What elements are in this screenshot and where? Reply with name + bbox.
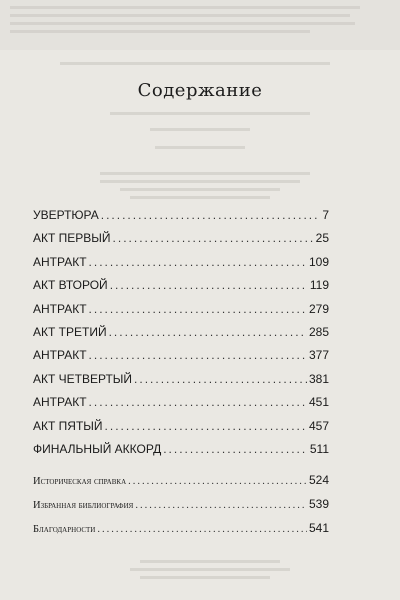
toc-entry[interactable] — [33, 442, 329, 465]
toc-entry-label: АНТРАКТ — [33, 301, 87, 316]
toc-entry-page: 25 — [315, 231, 329, 246]
toc-entry-page: 279 — [308, 301, 329, 316]
toc-entry[interactable] — [33, 255, 329, 278]
toc-entry-page: 377 — [308, 348, 329, 363]
toc-entry[interactable] — [33, 325, 329, 348]
appendix-entry-page: 541 — [308, 521, 329, 535]
toc-entry-label: АКТ ПЕРВЫЙ — [33, 231, 111, 246]
appendix-contents — [33, 473, 329, 545]
toc-entry-page: 511 — [309, 441, 329, 456]
appendix-entry-page: 524 — [308, 473, 329, 487]
toc-entry[interactable] — [33, 208, 329, 231]
appendix-entry[interactable] — [33, 497, 329, 521]
toc-entry-label: АНТРАКТ — [33, 395, 87, 410]
toc-entry-page: 457 — [308, 418, 329, 433]
toc-entry-label: УВЕРТЮРА — [33, 208, 99, 222]
appendix-entry-label: Историческая справка — [33, 476, 127, 487]
dot-leader — [135, 500, 307, 511]
table-of-contents — [33, 208, 329, 465]
dot-leader — [113, 231, 314, 245]
toc-entry-page: 119 — [309, 278, 329, 293]
dot-leader — [89, 395, 307, 409]
appendix-entry[interactable] — [33, 521, 329, 545]
toc-entry-label: АНТРАКТ — [33, 254, 87, 269]
toc-entry[interactable] — [33, 395, 329, 418]
toc-entry-label: ФИНАЛЬНЫЙ АККОРД — [33, 441, 162, 456]
toc-entry-page: 109 — [308, 254, 329, 269]
toc-entry-label: АКТ ВТОРОЙ — [33, 278, 108, 293]
toc-entry-page: 451 — [308, 395, 329, 410]
dot-leader — [128, 476, 307, 487]
toc-entry[interactable] — [33, 231, 329, 254]
dot-leader — [101, 208, 321, 222]
page-title: Содержание — [137, 80, 263, 101]
page-top-strip — [0, 0, 400, 50]
appendix-entry-label: Избранная библиография — [33, 500, 134, 511]
dot-leader — [110, 278, 308, 292]
dot-leader — [105, 419, 307, 433]
dot-leader — [134, 372, 307, 386]
toc-entry-label: АКТ ПЯТЫЙ — [33, 418, 103, 433]
toc-entry[interactable] — [33, 348, 329, 371]
toc-entry[interactable] — [33, 419, 329, 442]
toc-entry-label: АКТ ТРЕТИЙ — [33, 324, 107, 339]
appendix-entry-page: 539 — [308, 497, 329, 511]
dot-leader — [89, 255, 307, 269]
dot-leader — [163, 442, 308, 456]
appendix-entry[interactable] — [33, 473, 329, 497]
toc-entry[interactable] — [33, 302, 329, 325]
dot-leader — [89, 348, 307, 362]
appendix-entry-label: Благодарности — [33, 524, 96, 535]
dot-leader — [97, 524, 307, 535]
toc-entry[interactable] — [33, 278, 329, 301]
toc-entry-page: 381 — [308, 371, 329, 386]
toc-entry-page: 7 — [322, 208, 329, 222]
toc-entry-label: АКТ ЧЕТВЕРТЫЙ — [33, 371, 133, 386]
toc-entry-page: 285 — [308, 324, 329, 339]
dot-leader — [109, 325, 307, 339]
toc-entry[interactable] — [33, 372, 329, 395]
toc-entry-label: АНТРАКТ — [33, 348, 87, 363]
dot-leader — [89, 302, 307, 316]
